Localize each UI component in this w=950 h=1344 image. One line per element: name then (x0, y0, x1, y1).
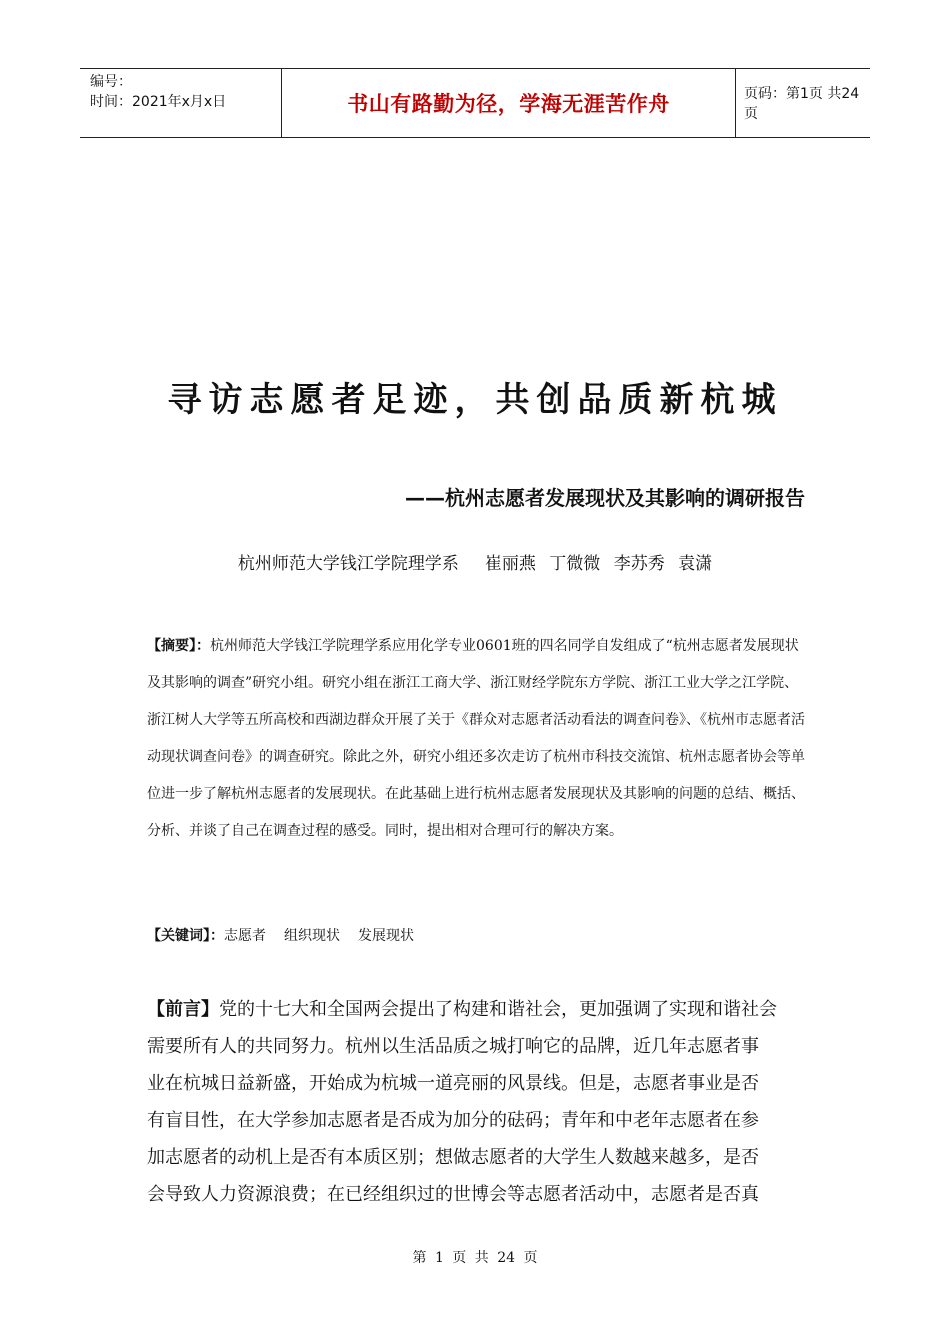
document-title: 寻访志愿者足迹，共创品质新杭城 (167, 380, 783, 420)
preface-line: 需要所有人的共同努力。杭州以生活品质之城打响它的品牌，近几年志愿者事 (147, 1036, 759, 1057)
abstract-label: 【摘要】： (147, 638, 210, 654)
page-footer: 第 1 页 共 24 页 (412, 1250, 538, 1266)
preface-text: 党的十七大和全国两会提出了构建和谐社会，更加强调了实现和谐社会 (219, 999, 777, 1020)
keywords-line (147, 924, 812, 948)
keyword: 发展现状 (358, 928, 414, 944)
header-motto-cell (282, 69, 736, 137)
affiliation: 杭州师范大学钱江学院理学系 (237, 554, 459, 574)
preface-line (147, 991, 819, 1028)
keywords-label: 【关键词】： (147, 928, 224, 944)
document-number-label: 编号： (90, 74, 132, 90)
document-subtitle: ——杭州志愿者发展现状及其影响的调研报告 (405, 486, 805, 510)
header-table (80, 68, 870, 138)
document-date: 时间：2021年x月x日 (90, 94, 227, 110)
author-names: 崔丽燕 丁微微 李苏秀 袁潇 (484, 554, 713, 574)
preface-line: 有盲目性，在大学参加志愿者是否成为加分的砝码；青年和中老年志愿者在参 (147, 1110, 759, 1131)
header-meta (80, 69, 282, 137)
header-motto: 书山有路勤为径，学海无涯苦作舟 (347, 92, 670, 116)
preface-line: 会导致人力资源浪费；在已经组织过的世博会等志愿者活动中，志愿者是否真 (147, 1184, 759, 1205)
header-page-info: 页码：第1页 共24页 (744, 86, 860, 122)
preface-line: 加志愿者的动机上是否有本质区别；想做志愿者的大学生人数越来越多，是否 (147, 1147, 759, 1168)
preface-line: 业在杭城日益新盛，开始成为杭城一道亮丽的风景线。但是，志愿者事业是否 (147, 1073, 759, 1094)
keyword: 组织现状 (284, 928, 340, 944)
abstract-paragraph (147, 628, 812, 850)
preface-paragraph (147, 991, 819, 1213)
abstract-text: 杭州师范大学钱江学院理学系应用化学专业0601班的四名同学自发组成了“杭州志愿者发展现状及其影响的调查”研究小组。研究小组在浙江工商大学、浙江财经学院东方学院、浙江工业大学之江学院、浙江树人大学等五所高校和西湖边群众开展了关于《群众对志愿者活动看法的调查问卷》、《杭州市志愿者活动现状调查问卷》的调查研究。除此之外，研究小组还多次走访了杭州市科技交流馆、杭州志愿者协会等单位进一步了解杭州志愿者的发展现状。在此基础上进行杭州志愿者发展现状及其影响的问题的总结、概括、分析、并谈了自己在调查过程的感受。同时，提出相对合理可行的解决方案。 (147, 638, 805, 839)
preface-label: 【前言】 (147, 999, 219, 1020)
keyword: 志愿者 (224, 928, 266, 944)
author-line (0, 549, 950, 574)
